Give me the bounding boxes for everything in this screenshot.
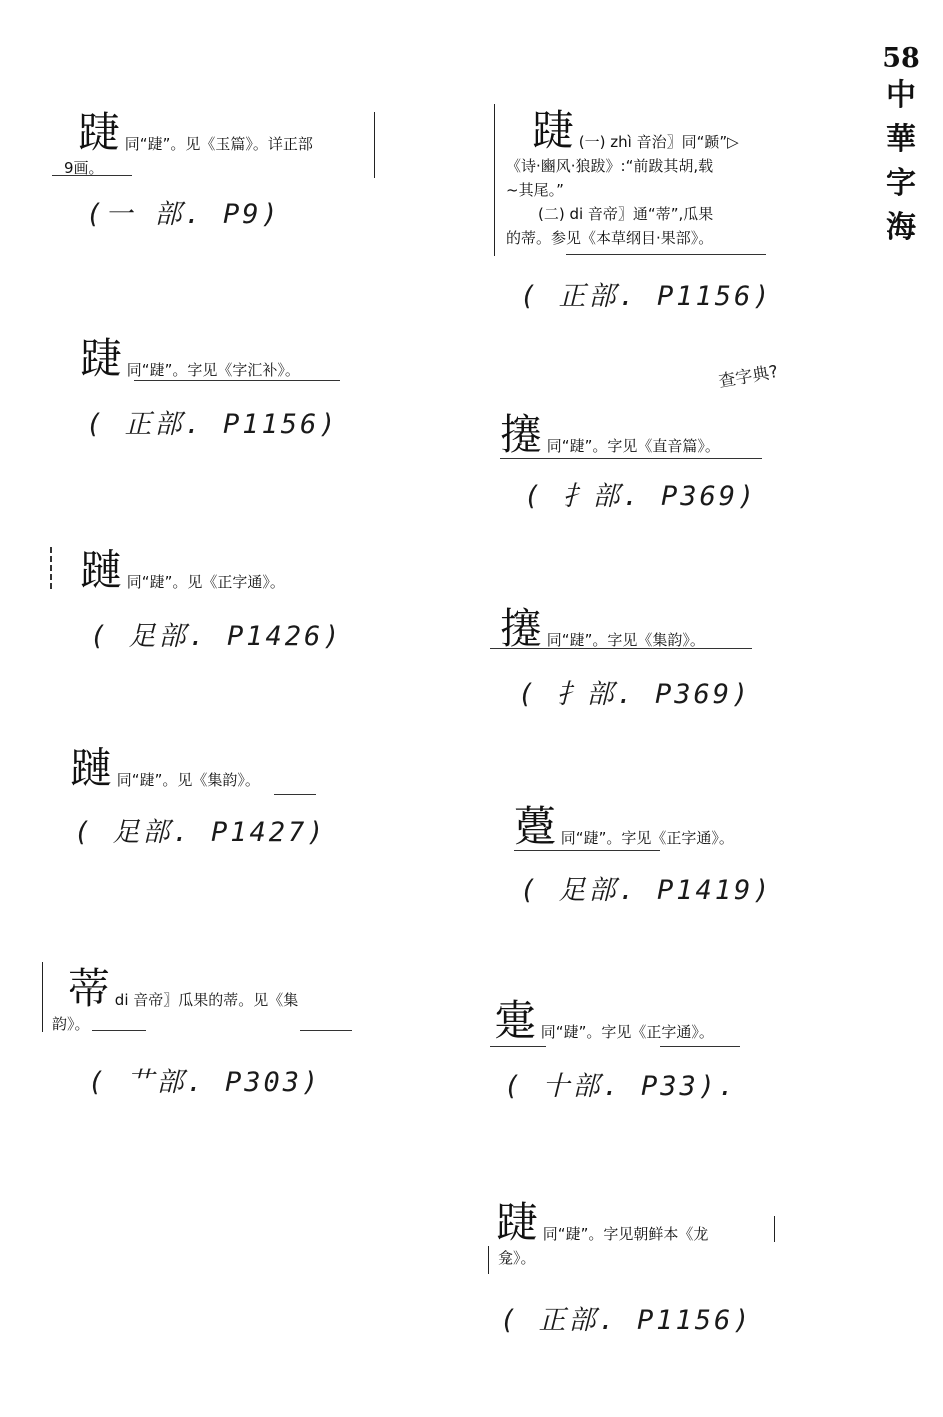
headword: 蹥 (70, 744, 113, 793)
page-header-vertical (878, 44, 924, 250)
underline (514, 850, 660, 851)
definition: 同“踕”。字见《直音篇》。 (546, 437, 720, 455)
definition-cont: 韵》。 (52, 1015, 90, 1033)
handwritten-reference: ( 艹部. P303) (88, 1067, 322, 1098)
handwritten-reference: ( 正部. P1156) (520, 281, 773, 312)
handwritten-reference: ( 足部. P1426) (90, 621, 343, 652)
page-number: 58 (882, 43, 920, 74)
definition-cont: (二) di 音帝〗通“蒂”,瓜果 (538, 205, 714, 223)
headword: 踕 (80, 334, 123, 383)
definition: 同“踕”。字见《集韵》。 (546, 631, 705, 649)
definition-cont: ~其尾。” (506, 181, 564, 199)
definition: 同“踕”。字见朝鲜本《龙 (542, 1225, 709, 1243)
handwritten-note: 查字典? (717, 361, 780, 393)
dictionary-entry (500, 412, 720, 458)
headword: 疐 (494, 996, 537, 1045)
headword: 攓 (500, 410, 543, 459)
definition: di 音帝〗瓜果的蒂。见《集 (114, 991, 299, 1009)
headword: 躉 (514, 802, 557, 851)
underline (274, 794, 316, 795)
dictionary-entry (60, 110, 313, 180)
definition: 同“踕”。字见《正字通》。 (560, 829, 734, 847)
margin-bar (488, 1246, 489, 1274)
side-title-char-1: 中 (886, 78, 916, 113)
handwritten-reference: ( 正部. P1156) (86, 409, 339, 440)
underline (490, 1046, 546, 1047)
dictionary-entry (514, 804, 734, 850)
underline (490, 648, 752, 649)
margin-dash (50, 547, 52, 589)
side-title-char-3: 字 (886, 166, 916, 201)
margin-bar (42, 962, 43, 1032)
definition: 同“踕”。见《正字通》。 (126, 573, 285, 591)
definition: 同“踕”。见《玉篇》。详正部 (124, 135, 313, 153)
handwritten-reference: ( 扌部. P369) (518, 679, 752, 710)
margin-bar (494, 104, 495, 256)
handwritten-reference: ( 扌部. P369) (524, 481, 758, 512)
headword: 踕 (532, 106, 575, 155)
handwritten-reference: ( 正部. P1156) (500, 1305, 753, 1336)
underline (566, 254, 766, 255)
side-title-char-4: 海 (886, 210, 916, 245)
definition: 同“踕”。字见《字汇补》。 (126, 361, 300, 379)
handwritten-reference: ( 足部. P1427) (74, 817, 327, 848)
underline (300, 1030, 352, 1031)
headword: 蹥 (80, 546, 123, 595)
underline (52, 175, 132, 176)
definition-cont: 龛》。 (498, 1249, 536, 1267)
handwritten-reference: ( 十部. P33). (504, 1071, 738, 1102)
dictionary-entry (70, 746, 260, 792)
headword: 踕 (496, 1198, 539, 1247)
definition: (一) zhì 音治〗同“踬”▷ (578, 133, 739, 151)
underline (134, 380, 340, 381)
dictionary-entry (496, 1200, 708, 1270)
dictionary-entry (52, 966, 298, 1036)
handwritten-reference: (一 部. P9) (86, 199, 281, 230)
definition: 同“踕”。字见《正字通》。 (540, 1023, 714, 1041)
margin-bar (774, 1216, 775, 1242)
headword: 踕 (78, 108, 121, 157)
dictionary-entry (506, 108, 739, 250)
margin-bar (374, 112, 375, 178)
definition-cont: 《诗·豳风·狼跋》:“前跋其胡,载 (506, 157, 714, 175)
dictionary-entry (80, 336, 300, 382)
definition-cont: 9画。 (64, 159, 104, 177)
dictionary-entry (500, 606, 705, 652)
underline (500, 458, 762, 459)
definition-cont: 的蒂。参见《本草纲目·果部》。 (506, 229, 714, 247)
dictionary-entry (80, 548, 285, 594)
underline (92, 1030, 146, 1031)
dictionary-entry (494, 998, 714, 1044)
definition: 同“踕”。见《集韵》。 (116, 771, 260, 789)
headword: 攓 (500, 604, 543, 653)
handwritten-reference: ( 足部. P1419) (520, 875, 773, 906)
underline (660, 1046, 740, 1047)
side-title-char-2: 華 (886, 122, 916, 157)
headword: 蒂 (68, 964, 111, 1013)
